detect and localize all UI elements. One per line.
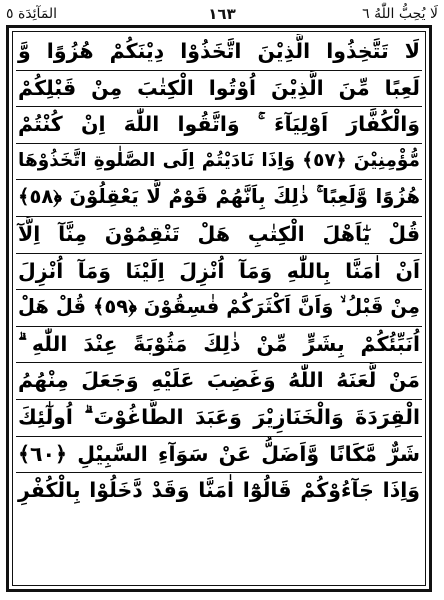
verse-line-4: مُّؤْمِنِيْنَ ﴿٥٧﴾ وَاِذَا نَادَيْتُمْ اِلَى الصَّلٰوةِ اتَّخَذُوْهَا (16, 144, 422, 181)
verse-line-6: قُلْ يٰٓاَهْلَ الْكِتٰبِ هَلْ تَنْقِمُوْنَ مِنَّآ اِلَّآ (16, 217, 422, 254)
verse-line-3: وَالْكُفَّارَ اَوْلِيَآءَ ۚ وَاتَّقُوا اللّٰهَ اِنْ كُنْتُمْ (16, 107, 422, 144)
verse-line-8: مِنْ قَبْلُ ۙ وَاَنَّ اَكْثَرَكُمْ فٰسِقُوْنَ ﴿٥٩﴾ قُلْ هَلْ (16, 290, 422, 327)
page-header (6, 3, 438, 25)
juz-name-header: لَا يُحِبُّ اللّٰهُ ٦ (362, 6, 438, 22)
verse-line-12: شَرٌّ مَّكَانًا وَّاَضَلُّ عَنْ سَوَآءِ السَّبِيْلِ ﴿٦٠﴾ (16, 437, 422, 474)
surah-name-header: المَآئِدَة ٥ (6, 6, 58, 22)
verse-line-9: اُنَبِّئُكُمْ بِشَرٍّ مِّنْ ذٰلِكَ مَثُوْبَةً عِنْدَ اللّٰهِ ۗ (16, 327, 422, 364)
verse-line-1: لَا تَتَّخِذُوا الَّذِيْنَ اتَّخَذُوْا دِيْنَكُمْ هُزُوًا وَّ (16, 34, 422, 71)
verse-line-13: وَاِذَا جَآءُوْكُمْ قَالُوْٓا اٰمَنَّا وَقَدْ دَّخَلُوْا بِالْكُفْرِ (18, 478, 420, 503)
verse-line-11: الْقِرَدَةَ وَالْخَنَازِيْرَ وَعَبَدَ الطَّاغُوْتَ ۗ اُولٰٓئِكَ (16, 400, 422, 437)
verse-line-5: هُزُوًا وَّلَعِبًا ۚ ذٰلِكَ بِاَنَّهُمْ قَوْمٌ لَّا يَعْقِلُوْنَ ﴿٥٨﴾ (16, 180, 422, 217)
verse-line-2: لَعِبًا مِّنَ الَّذِيْنَ اُوْتُوا الْكِتٰبَ مِنْ قَبْلِكُمْ (16, 71, 422, 108)
verse-line-7: اَنْ اٰمَنَّا بِاللّٰهِ وَمَآ اُنْزِلَ اِلَيْنَا وَمَآ اُنْزِلَ (16, 254, 422, 291)
verse-line-10: مَنْ لَّعَنَهُ اللّٰهُ وَغَضِبَ عَلَيْهِ وَجَعَلَ مِنْهُمُ (16, 363, 422, 400)
verse-lines (16, 34, 422, 583)
page-number: ١٦٣ (208, 5, 236, 23)
